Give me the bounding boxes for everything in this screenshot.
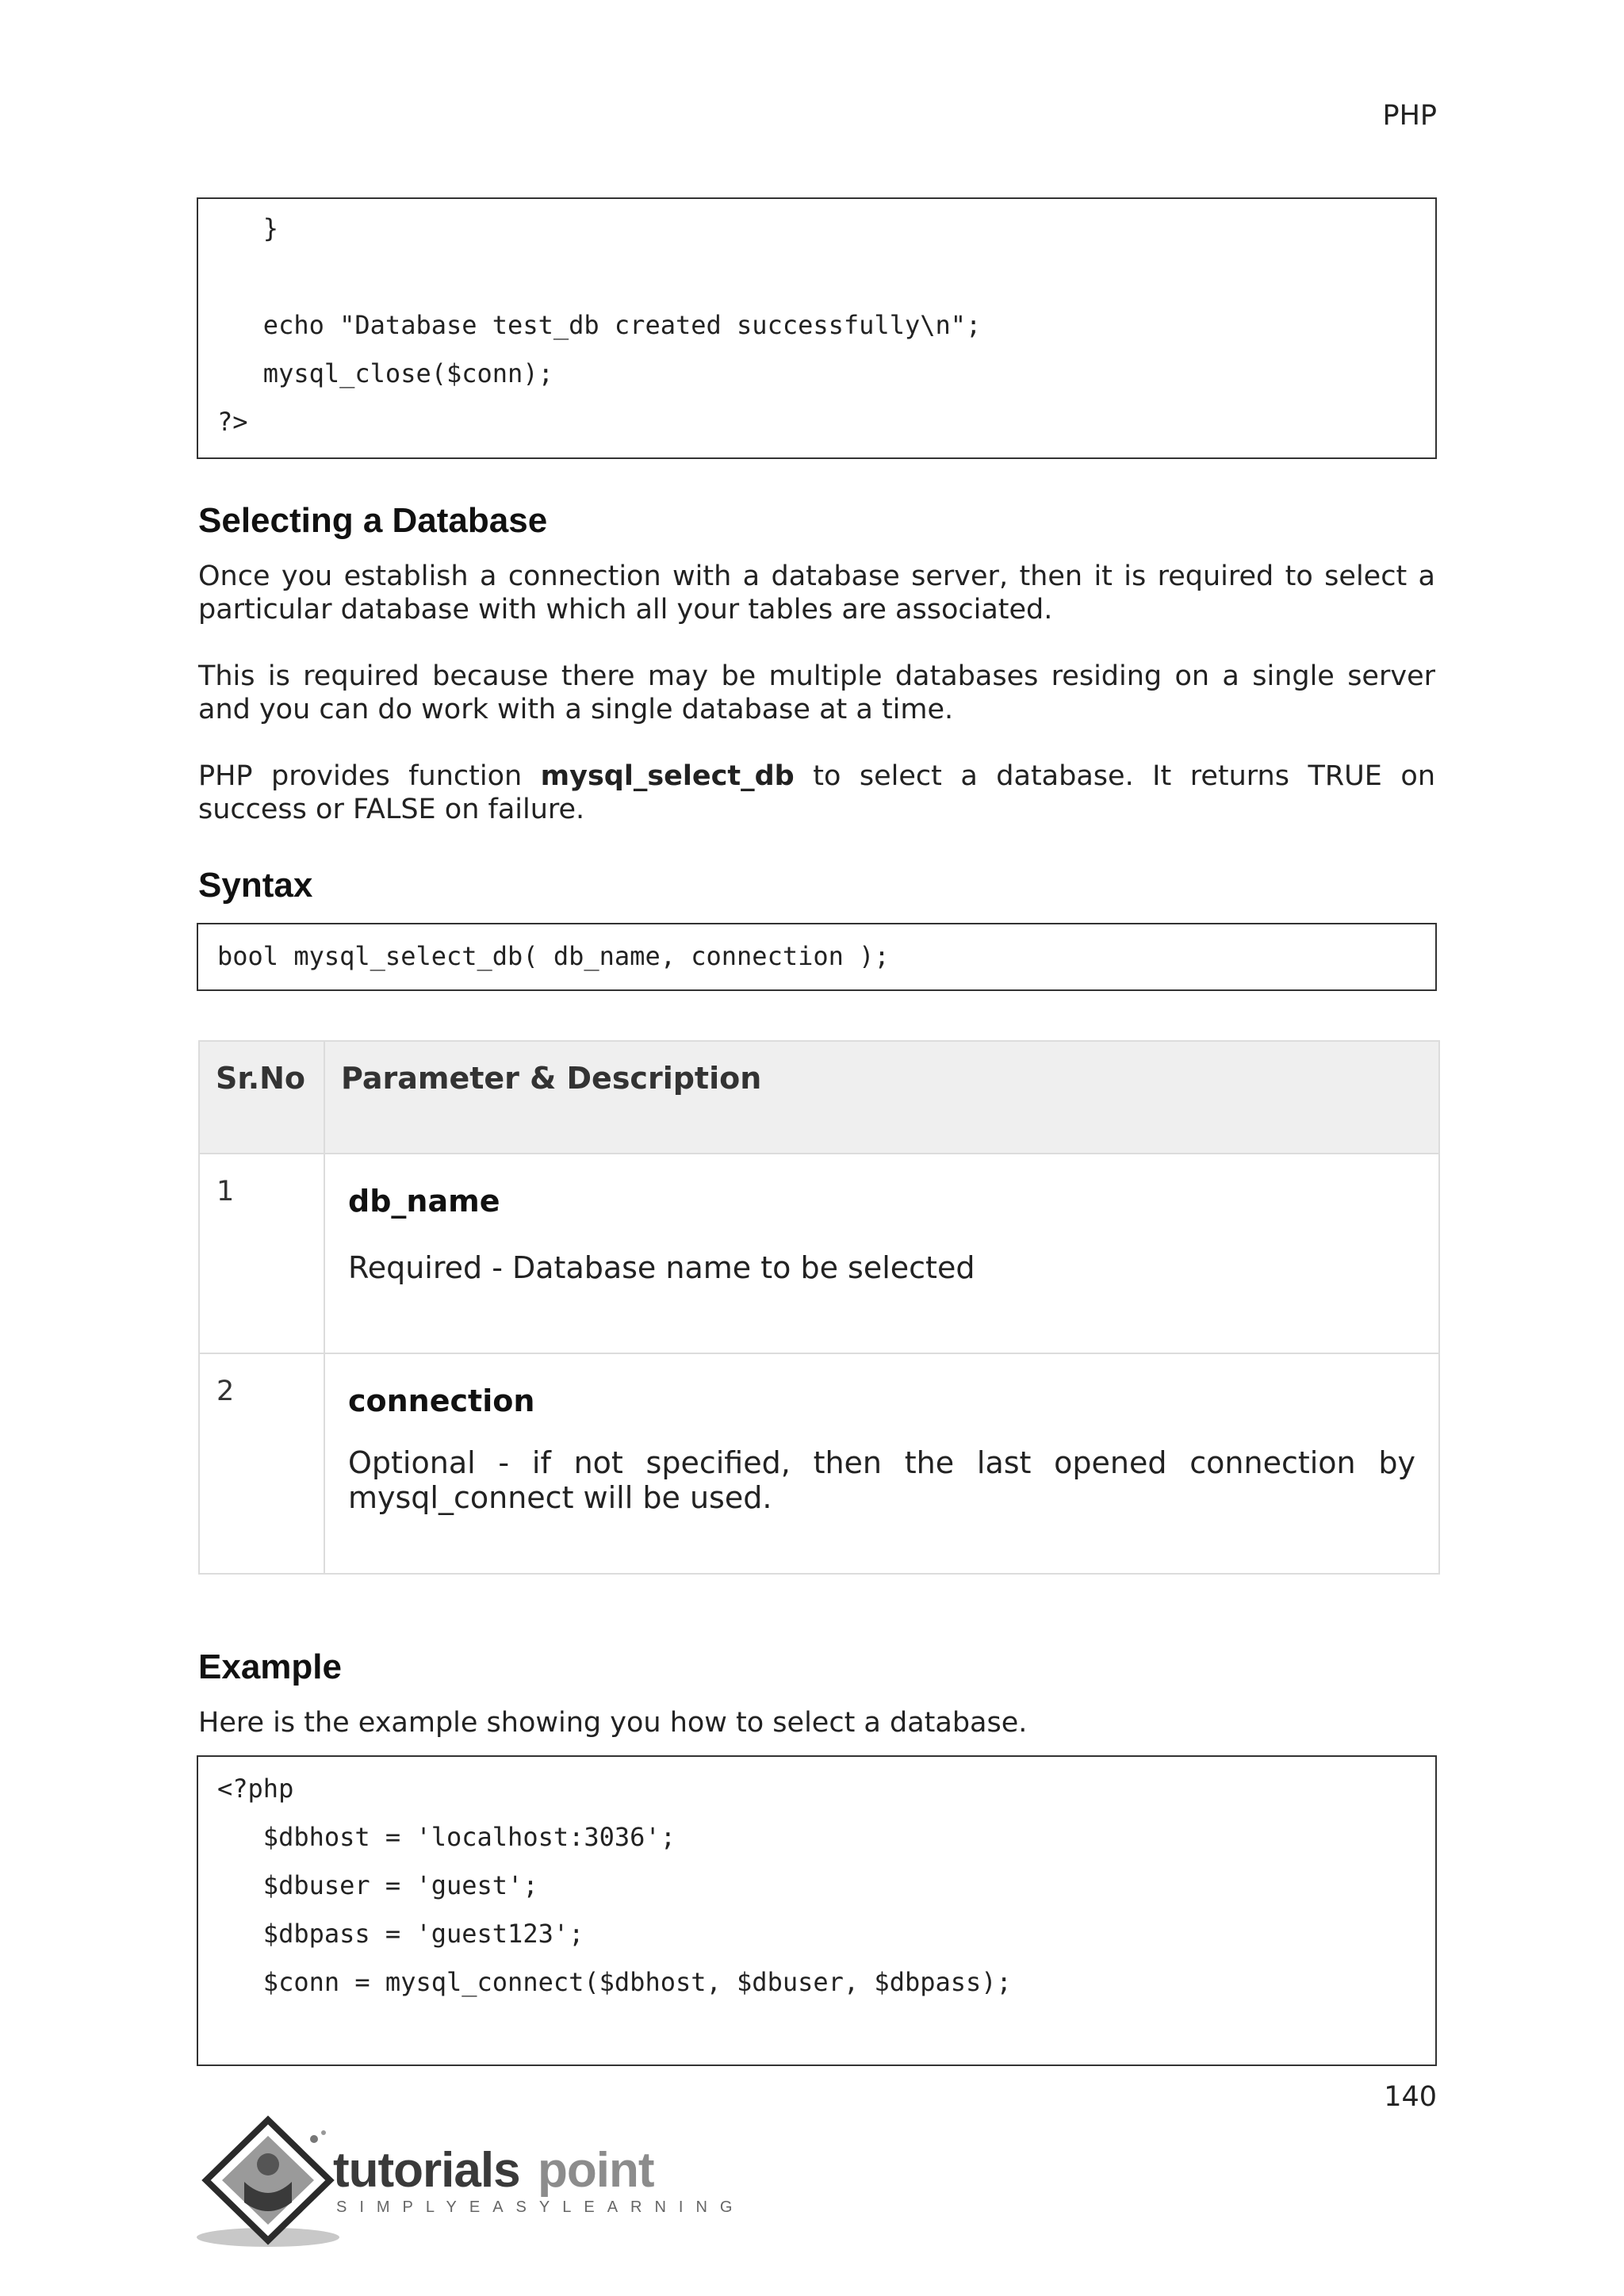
code-line: $dbuser = 'guest'; [217, 1870, 538, 1900]
svg-text:tutorials: tutorials [333, 2143, 520, 2198]
code-line: } [217, 213, 279, 243]
section-heading-select: Selecting a Database [198, 501, 548, 540]
header-text: Parameter & Description [341, 1061, 762, 1096]
svg-text:SIMPLYEASYLEARNING: SIMPLYEASYLEARNING [336, 2198, 745, 2216]
header-text: Sr.No [216, 1061, 306, 1096]
column-header-srno [199, 1041, 324, 1154]
code-line: ?> [217, 407, 248, 437]
paragraph: This is required because there may be multiple databases residing on a single server and you can do work with a single database at a time. [198, 660, 1435, 725]
param-cell [324, 1154, 1439, 1353]
paragraph: Once you establish a connection with a database server, then it is required to select a particular database with which all your tables are associated. [198, 561, 1435, 626]
paragraph-function [198, 760, 1435, 826]
logo-mark-icon [197, 2109, 745, 2252]
svg-text:point: point [538, 2143, 654, 2198]
code-line: bool mysql_select_db( db_name, connection ); [217, 941, 890, 971]
table-row [199, 1353, 1439, 1574]
code-line: $dbpass = 'guest123'; [217, 1919, 584, 1949]
code-line: <?php [217, 1774, 294, 1804]
row-number-cell [199, 1154, 324, 1353]
paragraph: Here is the example showing you how to select a database. [198, 1707, 1028, 1739]
code-block-syntax [197, 923, 1437, 991]
param-cell [324, 1353, 1439, 1574]
section-heading-example: Example [198, 1647, 342, 1686]
row-number: 2 [216, 1376, 235, 1407]
param-description: Required - Database name to be selected [348, 1250, 975, 1285]
code-line: mysql_close($conn); [217, 358, 553, 388]
code-block-top [197, 197, 1437, 459]
running-header: PHP [1382, 100, 1437, 132]
code-block-example [197, 1755, 1437, 2066]
page-number: 140 [1384, 2081, 1437, 2113]
column-header-param [324, 1041, 1439, 1154]
tutorialspoint-logo [197, 2109, 745, 2252]
paragraph-text: to select a database. It returns TRUE on success or FALSE on failure. [198, 760, 1435, 825]
function-name: mysql_select_db [540, 760, 795, 792]
code-line: echo "Database test_db created successfully\n"; [217, 310, 982, 340]
param-name: db_name [348, 1184, 500, 1219]
section-heading-syntax: Syntax [198, 866, 313, 905]
table-row [199, 1154, 1439, 1353]
param-name: connection [348, 1383, 535, 1418]
code-line: $dbhost = 'localhost:3036'; [217, 1822, 676, 1852]
table-header-row [199, 1041, 1439, 1154]
parameter-table [198, 1040, 1440, 1575]
row-number-cell [199, 1353, 324, 1574]
param-description: Optional - if not specified, then the last opened connection by mysql_connect will be used. [348, 1445, 1415, 1515]
row-number: 1 [216, 1176, 235, 1207]
paragraph-text: PHP provides function [198, 760, 541, 792]
code-line: $conn = mysql_connect($dbhost, $dbuser, $dbpass); [217, 1967, 1012, 1997]
